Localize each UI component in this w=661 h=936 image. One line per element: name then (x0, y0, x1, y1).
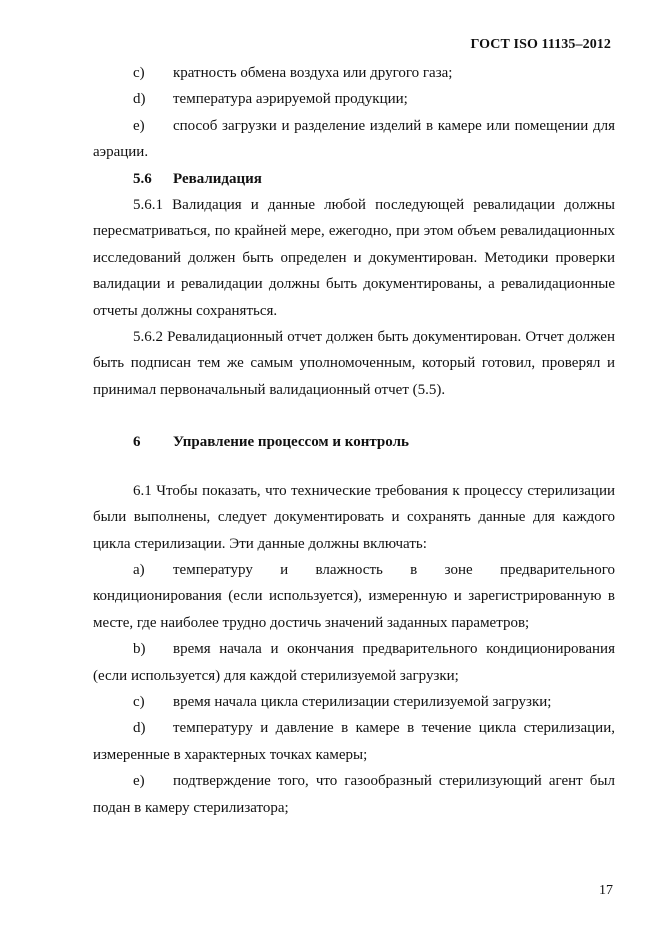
paragraph-5-6-1: 5.6.1 Валидация и данные любой последующей ревалидации должны пересматриваться, по крайней мере, ежегодно, при этом объем ревалидационных исследований должен быть определен и документирован. Методики проверки валидации и ревалидации должны быть документированы, а ревалидационные отчеты должны сохраняться. (93, 197, 615, 319)
list-item-text: способ загрузки и разделение изделий в камере или помещении для аэрации. (93, 117, 615, 161)
list-marker: d) (133, 720, 146, 737)
list-marker: b) (133, 641, 146, 658)
section-number: 6 (133, 434, 141, 451)
list-item-text: температуру и давление в камере в течение цикла стерилизации, измеренные в характерных точках камеры; (93, 720, 615, 763)
list-item-c (93, 60, 615, 86)
list-marker: e) (133, 117, 145, 134)
list-item-text: температура аэрируемой продукции; (173, 91, 408, 108)
page-content (93, 60, 615, 821)
list-item-c (93, 689, 615, 715)
list-item-b (93, 636, 615, 689)
list-marker: e) (133, 773, 145, 790)
paragraph-6-1: 6.1 Чтобы показать, что технические требования к процессу стерилизации были выполнены, следует документировать и сохранять данные для каждого цикла стерилизации. Эти данные должны включать: (93, 482, 615, 552)
list-item-text: подтверждение того, что газообразный стерилизующий агент был подан в камеру стерилизатора; (93, 773, 615, 816)
list-item-text: время начала и окончания предварительного кондиционирования (если используется) для каждой стерилизуемой загрузки; (93, 641, 615, 684)
list-marker: a) (133, 561, 145, 578)
section-number: 5.6 (133, 170, 152, 187)
list-item-d (93, 715, 615, 768)
list-item-e (93, 113, 615, 166)
list-item-text: температуру и влажность в зоне предварительного кондиционирования (если используется), измеренную и зарегистрированную в месте, где наиболее трудно достичь значений заданных параметров; (93, 561, 615, 631)
list-marker: c) (133, 693, 145, 710)
list-item-text: кратность обмена воздуха или другого газа; (173, 65, 453, 81)
paragraph-5-6-2: 5.6.2 Ревалидационный отчет должен быть документирован. Отчет должен быть подписан тем же самым уполномоченным, который готовил, проверял и принимал первоначальный валидационный отчет (5.5). (93, 329, 615, 398)
list-marker: d) (133, 91, 146, 108)
list-item-text: время начала цикла стерилизации стерилизуемой загрузки; (173, 693, 552, 710)
section-heading-5-6 (93, 166, 615, 192)
section-title: Управление процессом и контроль (173, 434, 409, 451)
list-item-e (93, 768, 615, 821)
page-number: 17 (599, 883, 613, 898)
section-title: Ревалидация (173, 170, 262, 187)
document-header-id: ГОСТ ISO 11135–2012 (470, 37, 611, 52)
section-heading-6 (93, 429, 615, 455)
list-marker: c) (133, 65, 145, 81)
list-item-d (93, 86, 615, 112)
list-item-a (93, 557, 615, 636)
